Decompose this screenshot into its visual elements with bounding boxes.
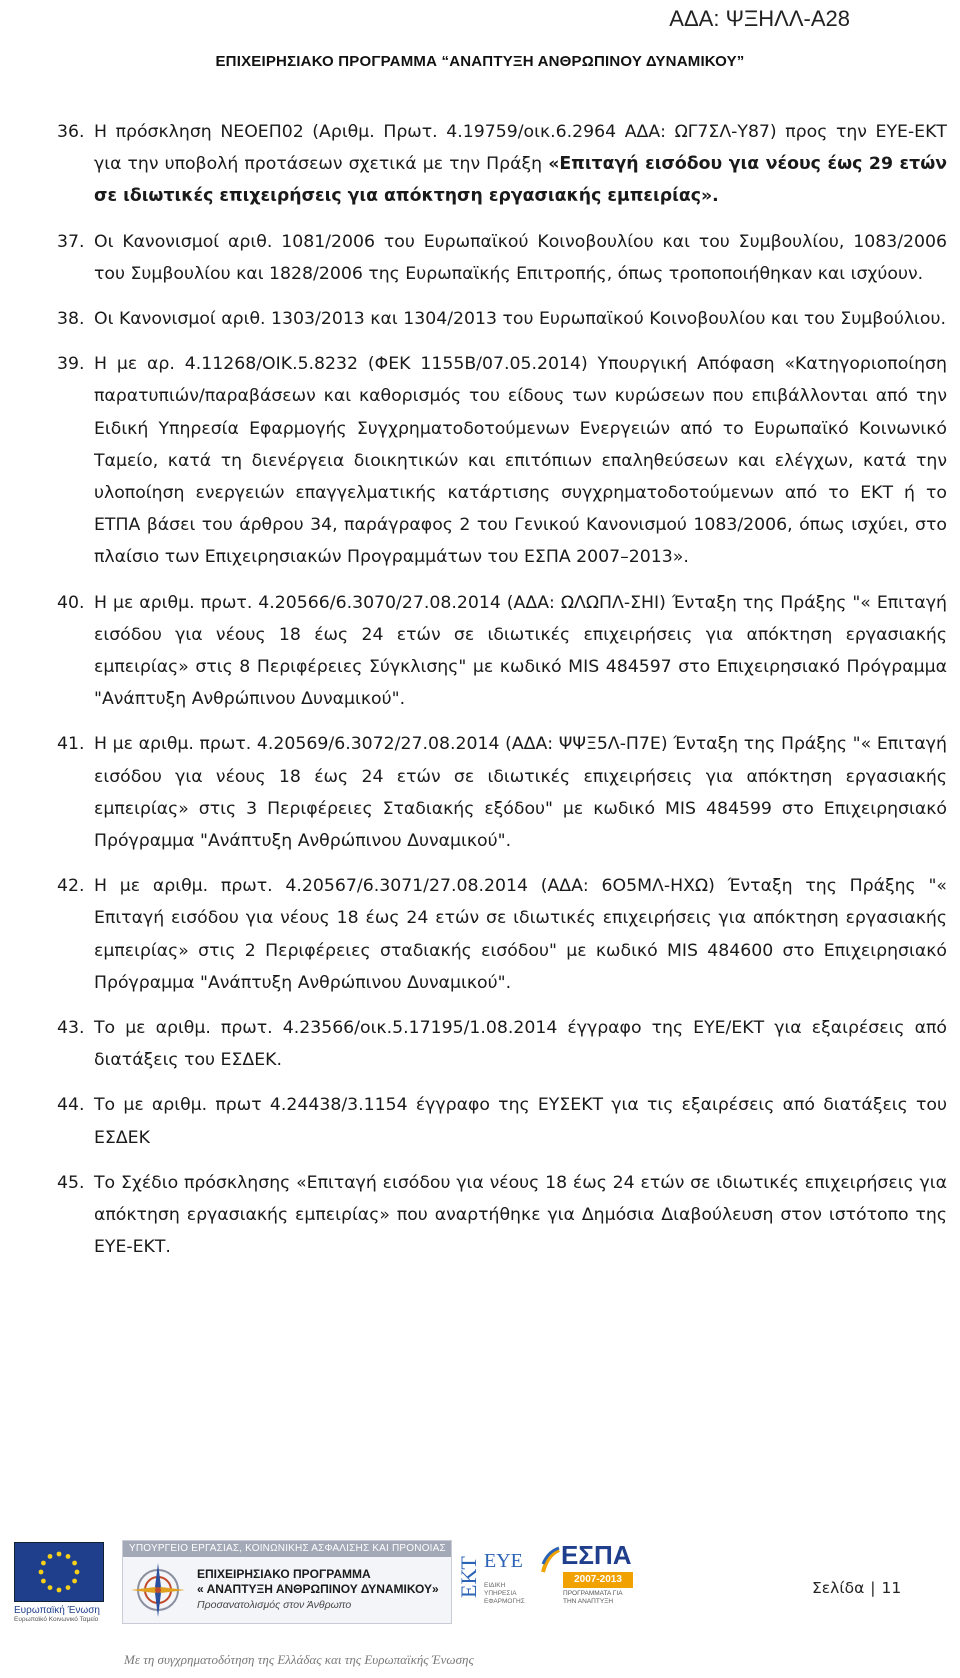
item-number: 44.: [57, 1095, 85, 1116]
eye-logo-text: ΕΥΕ: [484, 1550, 523, 1572]
act-title: «Επιταγή εισόδου για νέους έως 29 ετών σε ιδιωτικές επιχειρήσεις για απόκτηση εργασιακής εμπειρίας».: [94, 154, 947, 207]
eu-caption: Ευρωπαϊκή Ένωση: [14, 1605, 100, 1616]
list-item: [57, 1167, 947, 1264]
eu-subcaption: Ευρωπαϊκό Κοινωνικό Ταμείο: [14, 1616, 99, 1623]
item-text: Η με αριθμ. πρωτ. 4.20569/6.3072/27.08.2014 (ΑΔΑ: ΨΨΞ5Λ-Π7Ε) Ένταξη της Πράξης "« Επιταγή εισόδου για νέους 18 έως 24 ετών σε ιδιωτικές επιχειρήσεις για απόκτηση εργασιακής εμπειρίας» στις 3 Περιφέρειες Σταδιακής εξόδου" με κωδικό MIS 484599 στο Επιχειρησιακό Πρόγραμμα "Ανάπτυξη Ανθρώπινου Δυναμικού".: [94, 734, 947, 852]
item-text: Το Σχέδιο πρόσκλησης «Επιταγή εισόδου για νέους 18 έως 24 ετών σε ιδιωτικές επιχειρήσεις για απόκτηση εργασιακής εμπειρίας» που αναρτήθηκε για Δημόσια Διαβούλευση στον ιστότοπο της ΕΥΕ-ΕΚΤ.: [94, 1172, 947, 1258]
item-number: 38.: [57, 309, 85, 330]
item-text: Το με αριθμ. πρωτ. 4.23566/οικ.5.17195/1.08.2014 έγγραφο της ΕΥΕ/ΕΚΤ για εξαιρέσεις από διατάξεις του ΕΣΔΕΚ.: [94, 1018, 947, 1071]
item-number: 45.: [57, 1172, 85, 1193]
item-number: 43.: [57, 1018, 85, 1039]
item-number: 37.: [57, 231, 85, 252]
compass-icon: [129, 1561, 187, 1619]
item-text: Η με αρ. 4.11268/ΟΙΚ.5.8232 (ΦΕΚ 1155Β/07.05.2014) Υπουργική Απόφαση «Κατηγοριοποίηση παρατυπιών/παραβάσεων και καθορισμός του είδους των κυρώσεων που επιβάλλονται από την Ειδική Υπηρεσία Εφαρμογής Συγχρηματοδοτούμενων Ενεργειών από το Ευρωπαϊκό Κοινωνικό Ταμείο, κατά τη διενέργεια διοικητικών και επιτόπιων επαληθεύσεων και ελέγχων, κατά την υλοποίηση ενεργειών επαγγελματικής κατάρτισης συγχρηματοδοτούμενων από το ΕΚΤ ή το ΕΤΠΑ βάσει του άρθρου 34, παράγραφος 2 του Γενικού Κανονισμού 1083/2006, όπως ισχύει, στο πλαίσιο των Επιχειρησιακών Προγραμμάτων του ΕΣΠΑ 2007–2013».: [94, 354, 947, 568]
item-number: 36.: [57, 122, 85, 142]
item-text: Η πρόσκληση ΝΕΟΕΠ02 (Αριθμ. Πρωτ. 4.19759/οικ.6.2964 ΑΔΑ: ΩΓ7ΣΛ-Υ87) προς την ΕΥΕ-ΕΚΤ για την υποβολή προτάσεων σχετικά με την Πράξη «Επιταγή εισόδου για νέους έως 29 ετών σε ιδιωτικές επιχειρήσεις για απόκτηση εργασιακής εμπειρίας».: [94, 122, 947, 207]
cofinance-note: Με τη συγχρηματοδότηση της Ελλάδας και της Ευρωπαϊκής Ένωσης: [124, 1652, 474, 1667]
item-text: Οι Κανονισμοί αριθ. 1303/2013 και 1304/2013 του Ευρωπαϊκού Κοινοβουλίου και του Συμβούλιου.: [94, 309, 946, 330]
ada-code: ΑΔΑ: ΨΞΗΛΛ-Α28: [669, 6, 850, 31]
item-number: 42.: [57, 876, 85, 897]
item-number: 40.: [57, 592, 85, 613]
program-tagline: Προσανατολισμός στον Άνθρωπο: [197, 1599, 352, 1611]
item-text: Η με αριθμ. πρωτ. 4.20566/6.3070/27.08.2014 (ΑΔΑ: ΩΛΩΠΛ-ΣΗΙ) Ένταξη της Πράξης "« Επιταγή εισόδου για νέους 18 έως 24 ετών σε ιδιωτικές επιχειρήσεις για απόκτηση εργασιακής εμπειρίας» στις 8 Περιφέρειες Σύγκλισης" με κωδικό MIS 484597 στο Επιχειρησιακό Πρόγραμμα "Ανάπτυξη Ανθρώπινου Δυναμικού".: [94, 592, 947, 710]
espa-logo: [541, 1542, 637, 1622]
eye-logo: [458, 1548, 532, 1620]
ministry-name: ΥΠΟΥΡΓΕΙΟ ΕΡΓΑΣΙΑΣ, ΚΟΙΝΩΝΙΚΗΣ ΑΣΦΑΛΙΣΗΣ ΚΑΙ ΠΡΟΝΟΙΑΣ: [123, 1541, 451, 1557]
program-name-line1: ΕΠΙΧΕΙΡΗΣΙΑΚΟ ΠΡΟΓΡΑΜΜΑ: [197, 1567, 371, 1581]
program-name-line2: « ΑΝΑΠΤΥΞΗ ΑΝΘΡΩΠΙΝΟΥ ΔΥΝΑΜΙΚΟΥ»: [197, 1582, 439, 1596]
espa-logo-subtitle: ΠΡΟΓΡΑΜΜΑΤΑ ΓΙΑ ΤΗΝ ΑΝΑΠΤΥΞΗ: [563, 1590, 623, 1605]
ministry-banner: [122, 1540, 452, 1624]
item-text: Οι Κανονισμοί αριθ. 1081/2006 του Ευρωπαϊκού Κοινοβουλίου και του Συμβουλίου, 1083/2006 του Συμβουλίου και 1828/2006 της Ευρωπαϊκής Επιτροπής, όπως τροποποιήθηκαν και ισχύουν.: [94, 231, 947, 284]
document-body: [57, 116, 947, 1277]
list-item: [57, 870, 947, 999]
ekt-mark: ΕΚΤ: [456, 1556, 481, 1598]
item-number: 39.: [57, 354, 85, 375]
eye-logo-subtitle: ΕΙΔΙΚΗ ΥΠΗΡΕΣΙΑ ΕΦΑΡΜΟΓΗΣ: [484, 1582, 525, 1605]
item-text: Η με αριθμ. πρωτ. 4.20567/6.3071/27.08.2014 (ΑΔΑ: 6Ο5ΜΛ-ΗΧΩ) Ένταξη της Πράξης "« Επιταγή εισόδου για νέους 18 έως 24 ετών σε ιδιωτικές επιχειρήσεις για απόκτηση εργασιακής εμπειρίας» στις 2 Περιφέρειες σταδιακής εισόδου" με κωδικό MIS 484600 στο Επιχειρησιακό Πρόγραμμα "Ανάπτυξη Ανθρώπινου Δυναμικού".: [94, 876, 947, 993]
page-footer: [0, 1540, 960, 1678]
item-text: Το με αριθμ. πρωτ 4.24438/3.1154 έγγραφο της ΕΥΣΕΚΤ για τις εξαιρέσεις από διατάξεις του ΕΣΔΕΚ: [94, 1095, 947, 1148]
espa-logo-text: ΕΣΠΑ: [561, 1540, 632, 1570]
program-title: ΕΠΙΧΕΙΡΗΣΙΑΚΟ ΠΡΟΓΡΑΜΜΑ “ΑΝΑΠΤΥΞΗ ΑΝΘΡΩΠΙΝΟΥ ΔΥΝΑΜΙΚΟΥ”: [215, 53, 745, 70]
item-number: 41.: [57, 734, 85, 755]
list-item: [57, 728, 947, 857]
page-separator: |: [870, 1579, 876, 1597]
espa-years: 2007-2013: [563, 1572, 633, 1588]
page-number: [812, 1579, 901, 1597]
list-item: [57, 303, 947, 335]
page-label: Σελίδα: [812, 1579, 865, 1597]
list-item: [57, 587, 947, 716]
list-item: [57, 1012, 947, 1076]
list-item: [57, 116, 947, 213]
eu-logo: [14, 1542, 106, 1623]
espa-swirl-icon: [541, 1546, 561, 1576]
list-item: [57, 226, 947, 290]
eu-flag-icon: [14, 1542, 104, 1602]
page-number-value: 11: [881, 1579, 902, 1597]
list-item: [57, 348, 947, 573]
list-item: [57, 1089, 947, 1153]
